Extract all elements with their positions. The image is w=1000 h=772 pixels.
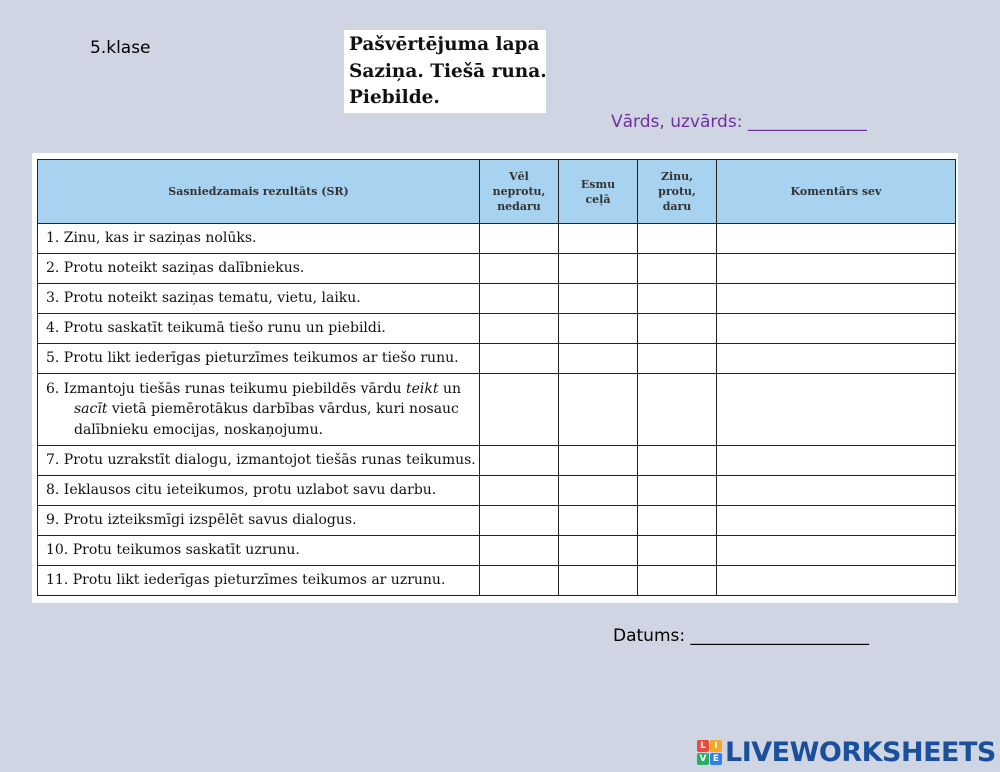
- table-row: [38, 314, 956, 344]
- cell-on-way[interactable]: [559, 314, 638, 344]
- column-header-result: Sasniedzamais rezultāts (SR): [38, 160, 480, 224]
- cell-not-yet[interactable]: [480, 224, 559, 254]
- result-description: 4. Protu saskatīt teikumā tiešo runu un piebildi.: [38, 314, 480, 344]
- table-row: [38, 566, 956, 596]
- cell-not-yet[interactable]: [480, 446, 559, 476]
- result-description: 2. Protu noteikt saziņas dalībniekus.: [38, 254, 480, 284]
- table-row: [38, 536, 956, 566]
- cell-on-way[interactable]: [559, 476, 638, 506]
- cell-can-do[interactable]: [638, 344, 717, 374]
- liveworksheets-logo: [697, 736, 996, 768]
- cell-comment[interactable]: [717, 224, 956, 254]
- table-row: [38, 374, 956, 446]
- table-row: [38, 254, 956, 284]
- cell-on-way[interactable]: [559, 224, 638, 254]
- cell-can-do[interactable]: [638, 446, 717, 476]
- result-description: 9. Protu izteiksmīgi izspēlēt savus dialogus.: [38, 506, 480, 536]
- cell-comment[interactable]: [717, 344, 956, 374]
- cell-on-way[interactable]: [559, 254, 638, 284]
- column-header-not-yet: Vēl neprotu, nedaru: [480, 160, 559, 224]
- cell-on-way[interactable]: [559, 506, 638, 536]
- cell-comment[interactable]: [717, 506, 956, 536]
- cell-comment[interactable]: [717, 566, 956, 596]
- column-header-comment: Komentārs sev: [717, 160, 956, 224]
- cell-comment[interactable]: [717, 314, 956, 344]
- cell-can-do[interactable]: [638, 566, 717, 596]
- result-description: 3. Protu noteikt saziņas tematu, vietu, laiku.: [38, 284, 480, 314]
- result-description: 11. Protu likt iederīgas pieturzīmes teikumos ar uzrunu.: [38, 566, 480, 596]
- table-row: [38, 284, 956, 314]
- cell-not-yet[interactable]: [480, 506, 559, 536]
- self-assessment-table: [37, 159, 956, 596]
- result-description: 6. Izmantoju tiešās runas teikumu piebildēs vārdu teikt un sacīt vietā piemērotākus darbības vārdus, kuri nosauc dalībnieku emocijas, noskaņojumu.: [38, 374, 480, 446]
- cell-not-yet[interactable]: [480, 374, 559, 446]
- cell-on-way[interactable]: [559, 344, 638, 374]
- cell-not-yet[interactable]: [480, 314, 559, 344]
- result-description: 10. Protu teikumos saskatīt uzrunu.: [38, 536, 480, 566]
- logo-mark-letter: I: [710, 740, 722, 752]
- cell-comment[interactable]: [717, 536, 956, 566]
- table-header-row: [38, 160, 956, 224]
- self-assessment-table-wrapper: [32, 153, 958, 603]
- cell-not-yet[interactable]: [480, 344, 559, 374]
- grade-label: 5.klase: [90, 38, 151, 58]
- table-row: [38, 446, 956, 476]
- cell-can-do[interactable]: [638, 254, 717, 284]
- table-row: [38, 506, 956, 536]
- logo-mark-icon: [697, 740, 722, 765]
- worksheet-title: [344, 30, 546, 113]
- name-field-label: Vārds, uzvārds: ______________: [611, 112, 867, 132]
- cell-comment[interactable]: [717, 374, 956, 446]
- cell-on-way[interactable]: [559, 566, 638, 596]
- result-description: 1. Zinu, kas ir saziņas nolūks.: [38, 224, 480, 254]
- cell-not-yet[interactable]: [480, 254, 559, 284]
- cell-can-do[interactable]: [638, 224, 717, 254]
- column-header-can-do: Zinu, protu, daru: [638, 160, 717, 224]
- cell-can-do[interactable]: [638, 284, 717, 314]
- title-line-2: Saziņa. Tiešā runa.: [349, 60, 547, 82]
- date-field-label: Datums: _____________________: [613, 626, 869, 646]
- table-row: [38, 224, 956, 254]
- cell-on-way[interactable]: [559, 284, 638, 314]
- cell-can-do[interactable]: [638, 536, 717, 566]
- cell-not-yet[interactable]: [480, 536, 559, 566]
- result-description: 7. Protu uzrakstīt dialogu, izmantojot tiešās runas teikumus.: [38, 446, 480, 476]
- cell-can-do[interactable]: [638, 314, 717, 344]
- title-line-1: Pašvērtējuma lapa: [349, 34, 540, 55]
- table-row: [38, 476, 956, 506]
- cell-comment[interactable]: [717, 446, 956, 476]
- result-description: 8. Ieklausos citu ieteikumos, protu uzlabot savu darbu.: [38, 476, 480, 506]
- cell-comment[interactable]: [717, 254, 956, 284]
- logo-mark-letter: E: [710, 753, 722, 765]
- cell-can-do[interactable]: [638, 374, 717, 446]
- cell-not-yet[interactable]: [480, 284, 559, 314]
- table-row: [38, 344, 956, 374]
- cell-comment[interactable]: [717, 476, 956, 506]
- logo-mark-letter: L: [697, 740, 709, 752]
- cell-on-way[interactable]: [559, 446, 638, 476]
- logo-mark-letter: V: [697, 753, 709, 765]
- result-description: 5. Protu likt iederīgas pieturzīmes teikumos ar tiešo runu.: [38, 344, 480, 374]
- cell-not-yet[interactable]: [480, 566, 559, 596]
- column-header-on-way: Esmu ceļā: [559, 160, 638, 224]
- title-line-3: Piebilde.: [349, 87, 440, 108]
- logo-text: LIVEWORKSHEETS: [725, 736, 996, 768]
- cell-not-yet[interactable]: [480, 476, 559, 506]
- cell-can-do[interactable]: [638, 476, 717, 506]
- cell-can-do[interactable]: [638, 506, 717, 536]
- cell-on-way[interactable]: [559, 374, 638, 446]
- cell-comment[interactable]: [717, 284, 956, 314]
- cell-on-way[interactable]: [559, 536, 638, 566]
